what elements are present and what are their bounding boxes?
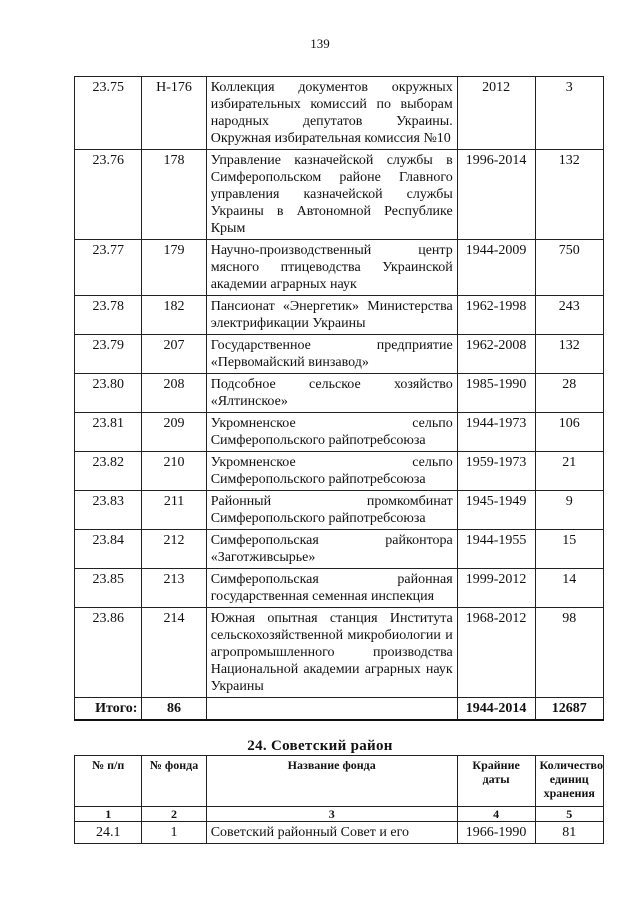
fond-dates: 1962-2008 [457, 335, 535, 374]
header-num: № п/п [75, 756, 142, 807]
fond-number: 209 [142, 413, 206, 452]
table-row [75, 240, 604, 296]
column-number: 1 [75, 807, 142, 822]
fond-number: 212 [142, 530, 206, 569]
fond-dates: 1966-1990 [457, 822, 535, 844]
storage-units-count: 132 [535, 335, 604, 374]
table-row [75, 569, 604, 608]
storage-units-count: 750 [535, 240, 604, 296]
fond-name: Южная опытная станция Института сельскохозяйственной микробиологии и агропромышленного производства Национальной академии аграрных наук Украины [206, 608, 457, 698]
column-number: 5 [535, 807, 604, 822]
row-number: 23.85 [75, 569, 142, 608]
table-row [75, 452, 604, 491]
fond-dates: 1944-1955 [457, 530, 535, 569]
table-row [75, 608, 604, 698]
section-table-row [75, 822, 604, 844]
fond-dates: 1945-1949 [457, 491, 535, 530]
fond-number: 1 [142, 822, 206, 844]
fond-name: Советский районный Совет и его [206, 822, 457, 844]
storage-units-count: 21 [535, 452, 604, 491]
table-row [75, 413, 604, 452]
header-fond: № фонда [142, 756, 206, 807]
table-row [75, 530, 604, 569]
table-row [75, 77, 604, 150]
fond-dates: 1999-2012 [457, 569, 535, 608]
section-table-body [75, 807, 604, 844]
header-count: Количество единиц хранения [535, 756, 604, 807]
row-number: 23.81 [75, 413, 142, 452]
fond-name: Укромненское сельпо Симферопольского райпотребсоюза [206, 452, 457, 491]
row-number: 23.86 [75, 608, 142, 698]
section-header-row [75, 756, 604, 807]
storage-units-count: 98 [535, 608, 604, 698]
fond-dates: 1968-2012 [457, 608, 535, 698]
fond-number: 214 [142, 608, 206, 698]
header-dates: Крайние даты [457, 756, 535, 807]
fond-name: Симферопольская райконтора «Заготживсырье» [206, 530, 457, 569]
column-number: 3 [206, 807, 457, 822]
fond-name: Управление казначейской службы в Симферопольском районе Главного управления казначейской службы Украины в Автономной Республике Крым [206, 150, 457, 240]
row-number: 24.1 [75, 822, 142, 844]
storage-units-count: 106 [535, 413, 604, 452]
storage-units-count: 81 [535, 822, 604, 844]
storage-units-count: 28 [535, 374, 604, 413]
row-number: 23.77 [75, 240, 142, 296]
storage-units-count: 3 [535, 77, 604, 150]
fond-number: Н-176 [142, 77, 206, 150]
storage-units-count: 14 [535, 569, 604, 608]
table-row [75, 491, 604, 530]
table-row [75, 335, 604, 374]
table-row [75, 296, 604, 335]
storage-units-count: 132 [535, 150, 604, 240]
archive-fonds-table [74, 76, 604, 721]
fond-name: Подсобное сельское хозяйство «Ялтинское» [206, 374, 457, 413]
fond-number: 208 [142, 374, 206, 413]
fond-number: 179 [142, 240, 206, 296]
row-number: 23.79 [75, 335, 142, 374]
total-count: 12687 [535, 698, 604, 721]
total-row [75, 698, 604, 721]
section-table [74, 755, 604, 844]
total-label: Итого: [75, 698, 142, 721]
row-number: 23.78 [75, 296, 142, 335]
fond-dates: 1944-2009 [457, 240, 535, 296]
column-numbers-row [75, 807, 604, 822]
row-number: 23.76 [75, 150, 142, 240]
fond-name: Укромненское сельпо Симферопольского райпотребсоюза [206, 413, 457, 452]
fond-name: Районный промкомбинат Симферопольского райпотребсоюза [206, 491, 457, 530]
row-number: 23.82 [75, 452, 142, 491]
total-dates: 1944-2014 [457, 698, 535, 721]
fond-name: Государственное предприятие «Первомайский винзавод» [206, 335, 457, 374]
fond-dates: 1985-1990 [457, 374, 535, 413]
fond-name: Симферопольская районная государственная семенная инспекция [206, 569, 457, 608]
fond-number: 182 [142, 296, 206, 335]
fond-dates: 1996-2014 [457, 150, 535, 240]
total-fond-count: 86 [142, 698, 206, 721]
archive-fonds-table-body [75, 77, 604, 721]
fond-number: 210 [142, 452, 206, 491]
fond-number: 207 [142, 335, 206, 374]
table-row [75, 150, 604, 240]
column-number: 2 [142, 807, 206, 822]
fond-number: 211 [142, 491, 206, 530]
fond-dates: 1944-1973 [457, 413, 535, 452]
row-number: 23.83 [75, 491, 142, 530]
storage-units-count: 9 [535, 491, 604, 530]
fond-dates: 1962-1998 [457, 296, 535, 335]
section-title: 24. Советский район [247, 738, 393, 754]
total-empty-cell [206, 698, 457, 721]
column-number: 4 [457, 807, 535, 822]
table-row [75, 374, 604, 413]
fond-name: Коллекция документов окружных избирательных комиссий по выборам народных депутатов Украины. Окружная избирательная комиссия №10 [206, 77, 457, 150]
fond-dates: 2012 [457, 77, 535, 150]
fond-number: 178 [142, 150, 206, 240]
header-name: Название фонда [206, 756, 457, 807]
fond-name: Пансионат «Энергетик» Министерства электрификации Украины [206, 296, 457, 335]
fond-number: 213 [142, 569, 206, 608]
row-number: 23.75 [75, 77, 142, 150]
fond-dates: 1959-1973 [457, 452, 535, 491]
page-number: 139 [310, 36, 330, 51]
row-number: 23.84 [75, 530, 142, 569]
row-number: 23.80 [75, 374, 142, 413]
storage-units-count: 15 [535, 530, 604, 569]
storage-units-count: 243 [535, 296, 604, 335]
fond-name: Научно-производственный центр мясного птицеводства Украинской академии аграрных наук [206, 240, 457, 296]
